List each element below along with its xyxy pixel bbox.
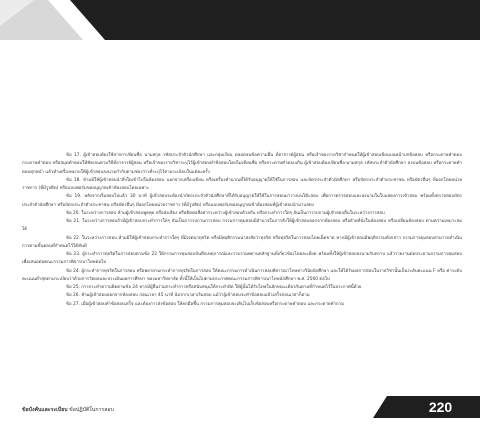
regulation-clause: ข้อ 20. ในระหว่างการสอบ ห้ามผู้เข้าสอบพูดคุย หรือส่งเสียง หรือติดต่อสื่อสารระหว่างผู้เข้าสอบด้วยกัน หรือกระทำการใดๆ อันเป็นการรบกวนผู้เข้าสอบอื่นในระหว่างการสอบ	[66, 210, 385, 216]
regulation-clause: ข้อ 24. ผู้กระทำการทุจริตในการสอบ หรือพยายามกระทำการทุจริตในการสอบ ให้คณะกรรมการดำเนินการสอบพิจารณาโทษทางวินัยนักศึกษา และให้ได้รับผลการสอบในรายวิชานั้นเป็นระดับคะแนน F หรือ ค่าระดับคะแนนต่ำสุดตามระเบียบว่าด้วยการวัดผลและประเมินผลการศึกษา ของมหาวิทยาลัย ทั้งนี้ให้เป็นไปตามประกาศคณะกรรมการพิจารณาโทษนักศึกษา พ.ศ. 2560 ต่อไป	[22, 268, 462, 282]
footer-label-rest: ข้อปฏิบัติในการสอบ	[67, 407, 114, 413]
regulation-clause: ข้อ 18. ห้ามมิให้ผู้เข้าสอบนำสิ่งใดเข้าไปในห้องสอบ นอกจากเครื่องเขียน หรือเครื่องคำนวณที่ได้รับอนุญาตให้ใช้ในการสอบ และบัตรประจำตัวนักศึกษา หรือบัตรประจำตัวประชาชน หรือบัตรอื่นๆ ที่ออกโดยหน่วยราชการ (ที่มีรูปติด) หรือแบบฟอร์มขออนุญาตเข้าห้องสอบโดยเฉพาะ	[22, 177, 462, 191]
footer-label-bold: ข้อบังคับและระเบียบ	[22, 407, 68, 413]
page-number-tab	[373, 396, 480, 418]
page-number: 220	[428, 399, 453, 415]
header-band	[0, 0, 480, 40]
regulation-clause: ข้อ 22. ในระหว่างการสอบ ห้ามมิให้ผู้เข้าสอบกระทำการใดๆ ที่มีเจตนาทุจริต หรือมีพฤติกรรมน่าสงสัยว่าทุจริต หรือทุจริตในการสอบโดยเด็ดขาด หากมีผู้เข้าสอบมีพฤติกรรมดังกล่าว กรรมการคุมสอบสามารถดำเนินการตามขั้นตอนที่กำหนดไว้ได้ทันที	[22, 235, 462, 249]
regulation-clause: ข้อ 25. การกระทำความผิดตามข้อ 24 หากมีผู้อื่นร่วมกระทำการหรือสนับสนุนให้กระทำผิด ให้ผู้นั้นได้รับโทษในลักษณะเดียวกันตามที่กำหนดไว้ในประกาศนี้ด้วย	[66, 285, 362, 290]
regulation-clause: ข้อ 23. ผู้กระทำการทุจริตในการสอบตามข้อ 22 ให้กรรมการคุมสอบบันทึกเหตุการณ์และรวบรวมพยานหลักฐานที่เกี่ยวข้องโดยละเอียด พร้อมทั้งให้ผู้เข้าสอบลงนามรับทราบ แล้วรายงานต่อประธานกรรมการคุมสอบ เพื่อเสนอต่อคณะกรรมการพิจารณาโทษต่อไป	[22, 252, 462, 266]
regulation-clause: ข้อ 17. ผู้เข้าสอบต้องใช้ปากกาเขียนชื่อ นามสกุล รหัสประจำตัวนักศึกษา และกลุ่มเรียน ตลอดจนข้อความอื่น ที่อาจารย์ผู้สอน หรือเจ้าของรายวิชากำหนดให้ผู้เข้าสอบเขียนบนหน้าปกข้อสอบ หรือกระดาษคำตอบ กระดาษคำตอบ หรือสมุดคำตอบให้ชัดเจนตามวิธีที่อาจารย์ผู้สอน หรือเจ้าของรายวิชาระบุไว้ผู้เข้าสอบทำข้อสอบโดยไม่เขียนชื่อ หรือกระดาษคำตอบเกิน ผู้เข้าสอบต้องเขียนชื่อ-นามสกุล รหัสประจำตัวนักศึกษา ลงบนข้อสอบ หรือกระดาษคำตอบทุกหน้า แล้วทำเครื่องหมายให้ผู้เข้าสอบลงนามกำกับตามช่องว่างที่ระบุไว้ตามระเบียบในแต่ละครั้ง	[22, 153, 462, 175]
regulation-clause: ข้อ 21. ในระหว่างการสอบถ้ามีผู้เข้าสอบกระทำการใดๆ อันเป็นการรบกวนการสอบ กรรมการคุมสอบมีอำนาจในการสั่งให้ผู้เข้าสอบออกจากห้องสอบ หรือย้ายที่นั่งในห้องสอบ หรือเปลี่ยนห้องสอบ ตามความเหมาะสมได้	[22, 219, 462, 233]
regulation-text	[22, 152, 462, 309]
regulation-clause: ข้อ 26. ห้ามผู้เข้าสอบออกจากห้องสอบ ก่อนเวลา 45 นาที นับจากเวลาเริ่มสอบ แม้ว่าผู้เข้าสอบจะทำข้อสอบแล้วเสร็จก่อนเวลาก็ตาม	[66, 293, 310, 299]
header-decoration	[0, 0, 480, 40]
regulation-clause: ข้อ 27. เมื่อผู้เข้าสอบทำข้อสอบเสร็จ และต้องการส่งข้อสอบ ให้ยกมือขึ้น กรรมการคุมสอบจะเดินไปเก็บข้อสอบหรือกระดาษคำตอบ และกระดาษคำถาม	[66, 301, 344, 307]
footer-section-label	[22, 406, 114, 414]
regulation-clause: ข้อ 19. หลังจากเริ่มสอบไปแล้ว 30 นาที ผู้เข้าสอบจะต้องนำบัตรประจำตัวนักศึกษาที่ได้รับอนุญาตให้ใช้ในการสอบมาวางบนโต๊ะสอบ เพื่อการตรวจสอบและลงนามในใบแสดงการเข้าสอบ พร้อมทั้งตรวจสอบบัตรประจำตัวนักศึกษา หรือบัตรประจำตัวประชาชน หรือบัตรอื่นๆ ที่ออกโดยหน่วยราชการ (ที่มีรูปติด) หรือแบบฟอร์มขออนุญาตเข้าห้องสอบที่ผู้เข้าสอบนำมาแสดง	[22, 194, 462, 208]
